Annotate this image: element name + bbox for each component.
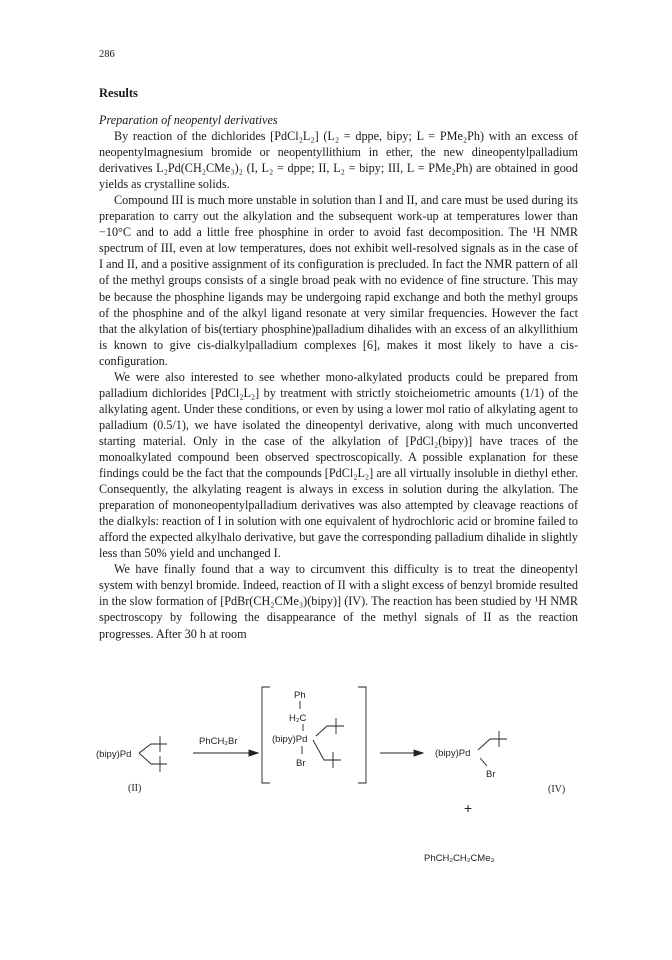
intermediate-ph: Ph xyxy=(294,690,306,701)
right-bracket xyxy=(358,687,366,783)
paragraph-1: By reaction of the dichlorides [PdCl₂L₂] (L₂ = dppe, bipy; L = PMe₂Ph) with an excess of neopentylmagnesium bromide or neopentyllithium in ether, the new dineopentylpalladium derivatives L₂Pd(CH₂CMe₃)₂ (I, L₂ = dppe; II, L₂ = bipy; III, L = PMe₂Ph) are obtained in good yields as crystalline solids. xyxy=(99,129,578,192)
intermediate-neopentyl-lower xyxy=(313,740,341,768)
product-pd-br-bond xyxy=(480,758,487,766)
reactant-upper-bond xyxy=(139,736,167,753)
reagent-label: PhCH₂Br xyxy=(199,736,238,747)
section-heading: Results xyxy=(99,86,138,100)
intermediate-br: Br xyxy=(296,758,306,769)
product-id: (IV) xyxy=(548,784,566,795)
reactant-id: (II) xyxy=(128,783,142,794)
reactant-label: (bipy)Pd xyxy=(96,749,132,760)
paragraph-4: We have finally found that a way to circumvent this difficulty is to treat the dineopentyl system with benzyl bromide. Indeed, reaction of II with a slight excess of benzyl bromide resulted in the slow formation of [PdBr(CH₂CMe₃)(bipy)] (IV). The reaction has been studied by ¹H NMR spectroscopy by following the disappearance of the methyl signals of II as the reaction progresses. After 30 h at room xyxy=(99,562,578,641)
paragraph-3: We were also interested to see whether mono-alkylated products could be prepared from palladium dichlorides [PdCl₂L₂] by treatment with strictly stoicheiometric amounts (1/1) of the alkylating agent. Under these conditions, or even by using a lower mol ratio of alkylating agent to palladium (0.5/1), we have isolated the dineopentyl derivative, along with much unconverted starting material. Only in the case of the alkylation of [PdCl₂(bipy)] have traces of the monoalkylated compound been observed spectroscopically. A possible explanation for these findings could be the fact that the compounds [PdCl₂L₂] are all virtually insoluble in diethyl ether. Consequently, the alkylating reagent is always in excess in solution during the alkylation. The preparation of mononeopentylpalladium derivatives was also attempted by cleavage reactions of the dialkyls: reaction of I in solution with one equivalent of hydrochloric acid or bromine failed to afford the expected alkylhalo derivative, but gave the corresponding palladium dihalide in slightly less than 50% yield and unchanged I. xyxy=(99,369,578,561)
intermediate-pd: (bipy)Pd xyxy=(272,734,308,745)
paragraph-2: Compound III is much more unstable in solution than I and II, and care must be used during its preparation to carry out the alkylation and the subsequent work-up at temperatures lower than −10°C and to add a little free phosphine in order to avoid fast decomposition. The ¹H NMR spectrum of III, even at low temperatures, does not exhibit well-resolved signals as in the case of I and II, and a positive assignment of its configuration is precluded. In fact the NMR pattern of all of the methyl groups consists of a single broad peak with no evidence of fine structure. This may be because the phosphine ligands may be undergoing rapid exchange and both the methyl groups of the phosphine and of the alkyl ligand resonate at very similar frequencies. However the fact that the alkylation of bis(tertiary phosphine)palladium dihalides with an excess of an alkyllithium is known to give cis-dialkylpalladium complexes [6], makes it most likely to have a cis-configuration. xyxy=(99,193,578,368)
body-text xyxy=(99,112,578,642)
intermediate-ch2: H₂C xyxy=(289,713,307,724)
byproduct-formula: PhCH₂CH₂CMe₃ xyxy=(424,853,495,864)
reactant-lower-bond xyxy=(139,753,167,772)
product-label: (bipy)Pd xyxy=(435,748,471,759)
left-bracket xyxy=(262,687,270,783)
page-number: 286 xyxy=(99,49,115,60)
product-br: Br xyxy=(486,769,496,780)
subsection-heading: Preparation of neopentyl derivatives xyxy=(99,113,278,127)
plus-sign: + xyxy=(464,800,473,816)
product-arrowhead xyxy=(414,750,423,756)
intermediate-neopentyl-upper xyxy=(316,718,344,736)
product-neopentyl xyxy=(478,731,507,750)
reaction-scheme xyxy=(0,640,672,900)
reagent-arrowhead xyxy=(249,750,258,756)
